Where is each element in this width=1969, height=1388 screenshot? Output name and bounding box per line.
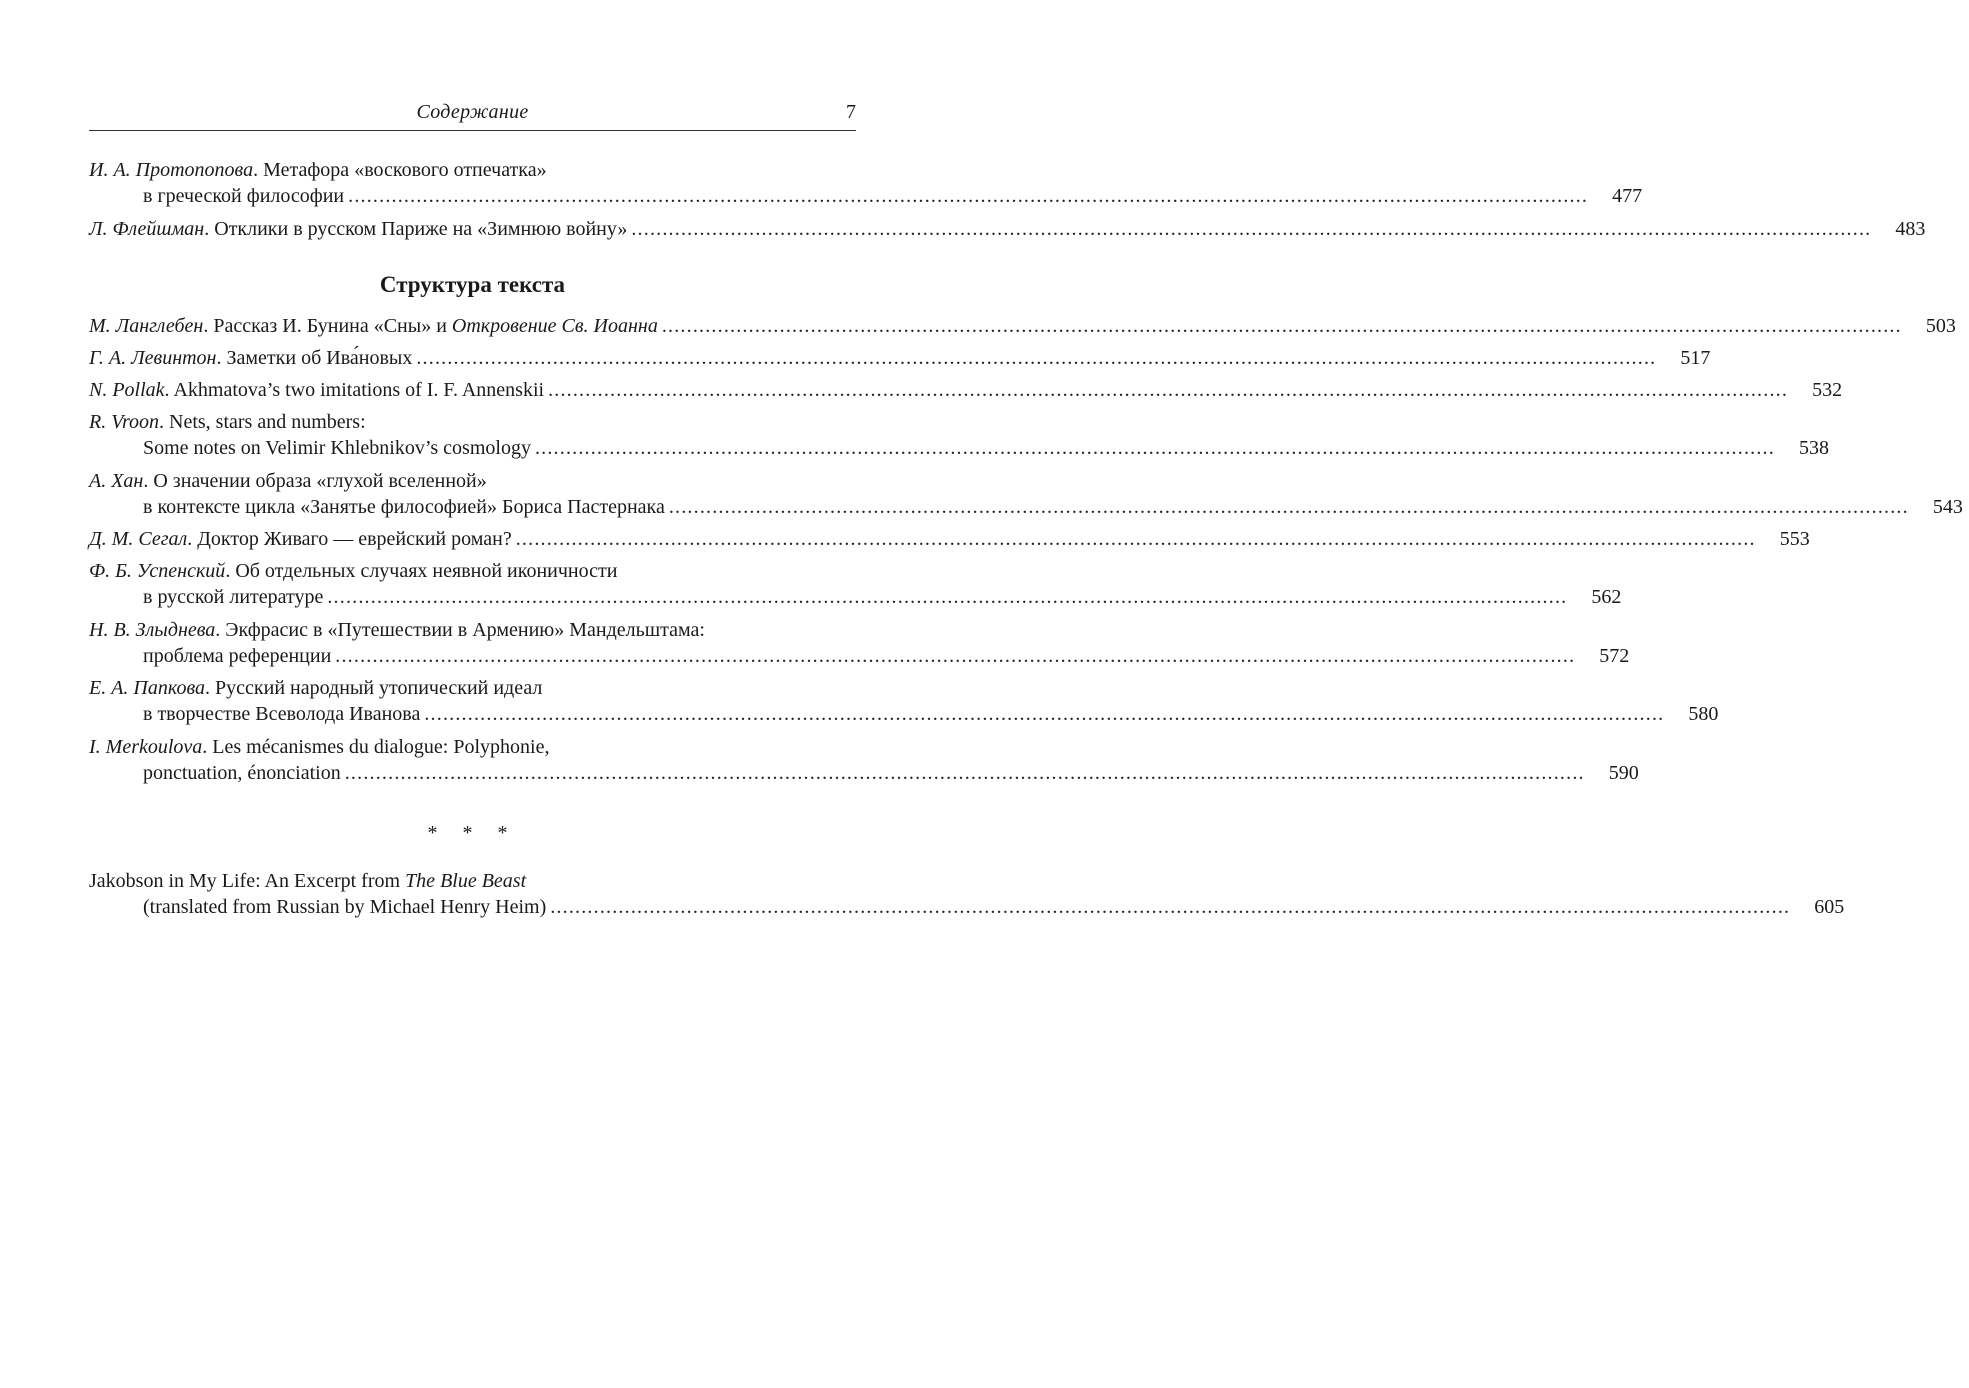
entry-page: 590 — [1608, 762, 1639, 784]
leader-dots: ........................................................................................................................................................................................................ — [515, 528, 1756, 550]
entry-title: Nets, stars and numbers: — [169, 411, 366, 433]
entry-title: Отклики в русском Париже на «Зимнюю войну» — [214, 218, 628, 240]
entry-page: 543 — [1932, 496, 1963, 518]
running-header-title: Содержание — [416, 101, 529, 123]
entry-title: Заметки об Ива́новых — [226, 347, 413, 369]
entry-title: Метафора «воскового отпечатка» — [263, 159, 547, 181]
toc-entry: R. Vroon. Nets, stars and numbers: Some notes on Velimir Khlebnikov’s cosmology ........................................................................................................................................................................................................ 538 — [89, 409, 856, 461]
leader-dots: ........................................................................................................................................................................................................ — [548, 379, 1789, 401]
entry-author: И. А. Протопопова — [89, 159, 254, 181]
toc-entry: Е. А. Папкова. Русский народный утопический идеал в творчестве Всеволода Иванова ........................................................................................................................................................................................................ 580 — [89, 675, 856, 727]
leader-dots: ........................................................................................................................................................................................................ — [534, 437, 1775, 459]
entry-title-cont: в греческой философии — [143, 185, 345, 207]
entry-author: N. Pollak — [89, 379, 165, 401]
entry-title-italic: The Blue Beast — [405, 870, 527, 892]
section-separator: * * * — [427, 822, 518, 844]
entry-title: Доктор Живаго — еврейский роман? — [197, 528, 512, 550]
toc-entry: М. Ланглебен. Рассказ И. Бунина «Сны» и Откровение Св. Иоанна ........................................................................................................................................................................................................ 503 — [89, 313, 856, 339]
toc-entry: Н. В. Злыднева. Экфрасис в «Путешествии в Армению» Мандельштама: проблема референции ........................................................................................................................................................................................................ 572 — [89, 617, 856, 669]
entry-title: Les mécanismes du dialogue: Polyphonie, — [212, 736, 550, 758]
entry-title: О значении образа «глухой вселенной» — [153, 470, 487, 492]
entry-title-cont: (translated from Russian by Michael Henry Heim) — [143, 896, 547, 918]
entry-title: Akhmatova’s two imitations of I. F. Annenskii — [173, 379, 545, 401]
entry-title-cont: проблема референции — [143, 645, 332, 667]
page-number: 7 — [846, 101, 856, 123]
entry-title: Экфрасис в «Путешествии в Армению» Мандельштама: — [225, 619, 705, 641]
entry-author: Д. М. Сегал — [89, 528, 188, 550]
entry-page: 580 — [1688, 703, 1719, 725]
toc-entry: Ф. Б. Успенский. Об отдельных случаях неявной иконичности в русской литературе ........................................................................................................................................................................................................ 562 — [89, 558, 856, 610]
leader-dots: ........................................................................................................................................................................................................ — [668, 496, 1909, 518]
entry-title-cont: в контексте цикла «Занятье философией» Бориса Пастернака — [143, 496, 665, 518]
entry-title: Об отдельных случаях неявной иконичности — [235, 560, 618, 582]
entry-title-cont: Some notes on Velimir Khlebnikov’s cosmology — [143, 437, 531, 459]
running-header — [89, 100, 856, 131]
entry-author: Ф. Б. Успенский — [89, 560, 226, 582]
entry-page: 532 — [1812, 379, 1843, 401]
entry-page: 483 — [1895, 218, 1926, 240]
entry-page: 503 — [1925, 315, 1956, 337]
leader-dots: ........................................................................................................................................................................................................ — [550, 896, 1791, 918]
entry-page: 517 — [1680, 347, 1711, 369]
entry-page: 477 — [1612, 185, 1643, 207]
entry-page: 553 — [1779, 528, 1810, 550]
entry-page: 572 — [1599, 645, 1630, 667]
entry-title-cont: ponctuation, énonciation — [143, 762, 341, 784]
entry-title-italic: Откровение Св. Иоанна — [451, 315, 658, 337]
entry-title-cont: в русской литературе — [143, 586, 324, 608]
toc-entry — [89, 868, 1845, 920]
entry-author: А. Хан — [89, 470, 144, 492]
leader-dots: ........................................................................................................................................................................................................ — [631, 218, 1872, 240]
entry-author: R. Vroon — [89, 411, 159, 433]
entry-page: 538 — [1798, 437, 1829, 459]
entry-title: Рассказ И. Бунина «Сны» и — [213, 315, 452, 337]
leader-dots: ........................................................................................................................................................................................................ — [335, 645, 1576, 667]
leader-dots: ........................................................................................................................................................................................................ — [348, 185, 1589, 207]
entry-author: М. Ланглебен — [89, 315, 204, 337]
entry-author: Л. Флейшман — [89, 218, 205, 240]
leader-dots: ........................................................................................................................................................................................................ — [424, 703, 1665, 725]
entry-author: Г. А. Левинтон — [89, 347, 217, 369]
entry-author: Е. А. Папкова — [89, 677, 206, 699]
toc-entry: Г. А. Левинтон. Заметки об Ива́новых ........................................................................................................................................................................................................ 517 — [89, 345, 856, 371]
leader-dots: ........................................................................................................................................................................................................ — [327, 586, 1568, 608]
leader-dots: ........................................................................................................................................................................................................ — [661, 315, 1902, 337]
toc-entry: А. Хан. О значении образа «глухой вселенной» в контексте цикла «Занятье философией» Бориса Пастернака ........................................................................................................................................................................................................ 543 — [89, 468, 856, 520]
entry-author: Н. В. Злыднева — [89, 619, 216, 641]
entry-page: 562 — [1591, 586, 1622, 608]
leader-dots: ........................................................................................................................................................................................................ — [416, 347, 1657, 369]
entry-title: Jakobson in My Life: An Excerpt from — [89, 870, 406, 892]
toc-entry: I. Merkoulova. Les mécanismes du dialogue: Polyphonie, ponctuation, énonciation ........................................................................................................................................................................................................ 590 — [89, 734, 856, 786]
toc-entry: И. А. Протопопова. Метафора «воскового отпечатка» в греческой философии ........................................................................................................................................................................................................ 477 — [89, 157, 856, 209]
leader-dots: ........................................................................................................................................................................................................ — [344, 762, 1585, 784]
toc-entry: Д. М. Сегал. Доктор Живаго — еврейский роман? ........................................................................................................................................................................................................ 553 — [89, 526, 856, 552]
entry-title: Русский народный утопический идеал — [215, 677, 543, 699]
entry-author: I. Merkoulova — [89, 736, 203, 758]
entry-title-cont: в творчестве Всеволода Иванова — [143, 703, 421, 725]
toc-entry: N. Pollak. Akhmatova’s two imitations of I. F. Annenskii ........................................................................................................................................................................................................ 532 — [89, 377, 856, 403]
toc-entry: Л. Флейшман. Отклики в русском Париже на «Зимнюю войну» ........................................................................................................................................................................................................ 483 — [89, 216, 856, 242]
section-heading: Структура текста — [379, 272, 566, 297]
entry-page: 605 — [1814, 896, 1845, 918]
